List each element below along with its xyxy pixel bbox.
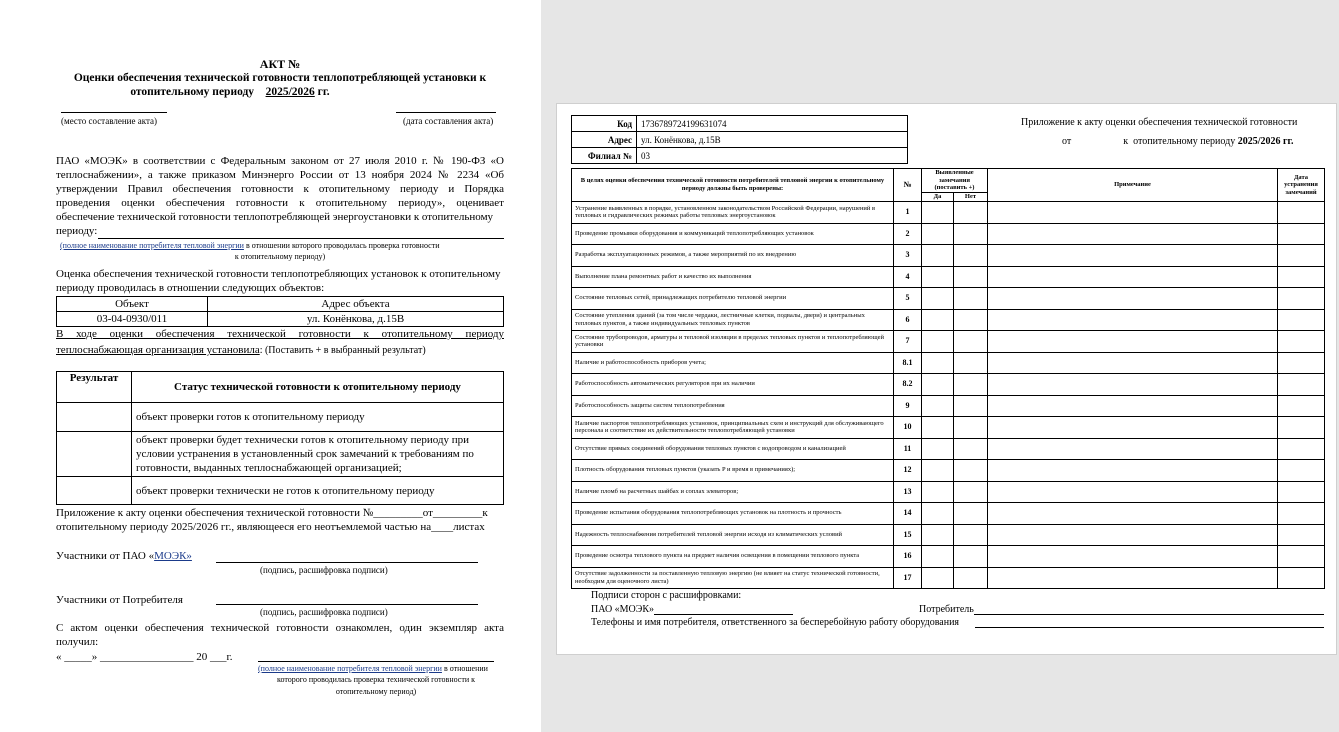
- check-text: Состояние утепления зданий (за том числе чердаки, лестничные клетки, подвалы, двери) и центральных тепловых пунктов, а также индивидуальных тепловых пунктов: [572, 309, 894, 330]
- date-cell[interactable]: [1278, 481, 1325, 502]
- sign-consumer-line: [974, 614, 1324, 615]
- check-text: Наличие и работоспособность приборов учета;: [572, 352, 894, 373]
- no-cell[interactable]: [954, 309, 988, 330]
- date-cell[interactable]: [1278, 352, 1325, 373]
- objects-header-object: Объект: [57, 297, 208, 312]
- check-num: 3: [894, 244, 922, 266]
- date-line: [396, 112, 496, 113]
- note-cell[interactable]: [988, 266, 1278, 287]
- note-cell[interactable]: [988, 244, 1278, 266]
- date-cell[interactable]: [1278, 438, 1325, 459]
- status-header: Статус технической готовности к отопительному периоду: [132, 372, 504, 403]
- note-cell[interactable]: [988, 502, 1278, 524]
- date-cell[interactable]: [1278, 287, 1325, 309]
- address-value: ул. Конёнкова, д.15В: [637, 132, 908, 148]
- objects-intro-2: периоду проводилась в отношении следующих объектов:: [56, 282, 325, 294]
- table-row: [572, 524, 1325, 545]
- status-text: объект проверки технически не готов к отопительному периоду: [132, 477, 504, 505]
- objects-table: [56, 296, 504, 327]
- sign-consumer-label: Потребитель: [919, 604, 974, 615]
- bottom-note: (полное наименование потребителя тепловой энергии в отношении: [258, 664, 488, 673]
- act-title: АКТ №: [259, 57, 301, 71]
- note-cell[interactable]: [988, 524, 1278, 545]
- participants-moek: Участники от ПАО «МОЭК»: [56, 550, 192, 562]
- phone-label: Телефоны и имя потребителя, ответственного за бесперебойную работу оборудования: [591, 617, 960, 628]
- check-num: 12: [894, 459, 922, 481]
- date-cell[interactable]: [1278, 524, 1325, 545]
- check-num: 11: [894, 438, 922, 459]
- table-row: [572, 373, 1325, 395]
- table-row: [572, 266, 1325, 287]
- check-num: 9: [894, 395, 922, 416]
- yes-cell[interactable]: [922, 524, 954, 545]
- check-text: Наличие паспортов теплопотребляющих установок, принципиальных схем и инструкций для обслуживающего персонала и соответствие их действительности теплопотребляющей установки: [572, 416, 894, 438]
- moek-signature-line: [216, 562, 478, 563]
- yes-cell[interactable]: [922, 567, 954, 588]
- yes-cell[interactable]: [922, 201, 954, 223]
- intro-line: теплоснабжении», а также приказом Минэнерго России от 13 ноября 2024 № 2234 «Об: [56, 169, 504, 181]
- sign-moek-line: [654, 614, 793, 615]
- table-row: [572, 223, 1325, 244]
- branch-value: 03: [637, 148, 908, 164]
- objects-header-address: Адрес объекта: [208, 297, 504, 312]
- note-cell[interactable]: [988, 459, 1278, 481]
- table-row: [572, 395, 1325, 416]
- table-row: [572, 287, 1325, 309]
- note-cell[interactable]: [988, 481, 1278, 502]
- sign-moek-label: ПАО «МОЭК»: [591, 604, 655, 615]
- bottom-note-2: которого проводилась проверка технической готовности к: [276, 675, 476, 684]
- date-cell[interactable]: [1278, 416, 1325, 438]
- table-row: [572, 201, 1325, 223]
- check-text: Наличие пломб на расчетных шайбах и соплах элеваторов;: [572, 481, 894, 502]
- act-subtitle-line1: Оценки обеспечения технической готовности теплопотребляющей установки к: [73, 72, 487, 84]
- table-row: [572, 545, 1325, 567]
- check-text: Работоспособность защиты систем теплопотребления: [572, 395, 894, 416]
- yes-cell[interactable]: [922, 223, 954, 244]
- bottom-note-3: отопительному период): [335, 687, 417, 696]
- ack-text-2: получил:: [56, 636, 99, 648]
- object-address: ул. Конёнкова, д.15В: [208, 312, 504, 327]
- check-num: 14: [894, 502, 922, 524]
- check-num: 10: [894, 416, 922, 438]
- yes-cell[interactable]: [922, 416, 954, 438]
- act-page: [0, 0, 541, 732]
- result-cell[interactable]: [57, 403, 132, 432]
- checklist-header-date: Дата устранения замечаний: [1278, 169, 1325, 202]
- checklist-header-no: Нет: [954, 192, 988, 201]
- date-cell[interactable]: [1278, 502, 1325, 524]
- yes-cell[interactable]: [922, 545, 954, 567]
- intro-line: утверждении Правил обеспечения готовности к отопительному периоду и Порядка: [56, 183, 504, 195]
- date-cell[interactable]: [1278, 567, 1325, 588]
- table-row: [57, 403, 504, 432]
- yes-cell[interactable]: [922, 373, 954, 395]
- check-num: 2: [894, 223, 922, 244]
- note-cell[interactable]: [988, 373, 1278, 395]
- object-code: 03-04-0930/011: [57, 312, 208, 327]
- table-row: [572, 309, 1325, 330]
- code-label: Код: [572, 116, 637, 132]
- no-cell[interactable]: [954, 502, 988, 524]
- no-cell[interactable]: [954, 373, 988, 395]
- check-text: Устранение выявленных в порядке, установленном законодательством Российской Федерации, нарушений в тепловых и гидравлических режимах работы тепловых энергоустановок: [572, 201, 894, 223]
- date-cell[interactable]: [1278, 244, 1325, 266]
- appendix-ref: Приложение к акту оценки обеспечения технической готовности №_________от_________к: [56, 507, 488, 519]
- date-cell[interactable]: [1278, 309, 1325, 330]
- yes-cell[interactable]: [922, 459, 954, 481]
- table-row: [572, 502, 1325, 524]
- no-cell[interactable]: [954, 459, 988, 481]
- ack-date: « _____» _________________ 20 ___г.: [56, 651, 233, 663]
- code-value: 1736789724199631074: [637, 116, 908, 132]
- date-cell[interactable]: [1278, 201, 1325, 223]
- finding-line2: теплоснабжающая организация установила: (Поставить + в выбранный результат): [56, 344, 426, 356]
- table-row: [572, 459, 1325, 481]
- note-cell[interactable]: [988, 567, 1278, 588]
- participants-consumer: Участники от Потребителя: [56, 594, 183, 606]
- yes-cell[interactable]: [922, 244, 954, 266]
- check-text: Проведение осмотра теплового пункта на предмет наличия освещения в помещении теплового пункта: [572, 545, 894, 567]
- note-cell[interactable]: [988, 416, 1278, 438]
- no-cell[interactable]: [954, 352, 988, 373]
- phone-line: [975, 627, 1324, 628]
- no-cell[interactable]: [954, 244, 988, 266]
- check-num: 4: [894, 266, 922, 287]
- no-cell[interactable]: [954, 567, 988, 588]
- table-row: [572, 567, 1325, 588]
- check-text: Работоспособность автоматических регуляторов при их наличии: [572, 373, 894, 395]
- check-num: 6: [894, 309, 922, 330]
- check-text: Отсутствие прямых соединений оборудования тепловых пунктов с водопроводом и канализацией: [572, 438, 894, 459]
- check-text: Состояние тепловых сетей, принадлежащих потребителю тепловой энергии: [572, 287, 894, 309]
- yes-cell[interactable]: [922, 287, 954, 309]
- yes-cell[interactable]: [922, 481, 954, 502]
- result-cell[interactable]: [57, 432, 132, 477]
- check-num: 13: [894, 481, 922, 502]
- no-cell[interactable]: [954, 287, 988, 309]
- date-cell[interactable]: [1278, 545, 1325, 567]
- check-num: 1: [894, 201, 922, 223]
- intro-line: ПАО «МОЭК» в соответствии с Федеральным законом от 27 июля 2010 г. № 190-ФЗ «О: [56, 155, 504, 167]
- date-cell[interactable]: [1278, 459, 1325, 481]
- no-cell[interactable]: [954, 481, 988, 502]
- check-text: Состояние трубопроводов, арматуры и тепловой изоляции в пределах тепловых пунктов и теплопотребляющей установки: [572, 330, 894, 352]
- check-num: 8.1: [894, 352, 922, 373]
- check-num: 7: [894, 330, 922, 352]
- place-line: [61, 112, 167, 113]
- date-cell[interactable]: [1278, 373, 1325, 395]
- yes-cell[interactable]: [922, 352, 954, 373]
- no-cell[interactable]: [954, 201, 988, 223]
- check-text: Плотность оборудования тепловых пунктов (указать P и время в примечаниях);: [572, 459, 894, 481]
- result-cell[interactable]: [57, 477, 132, 505]
- date-cell[interactable]: [1278, 266, 1325, 287]
- no-cell[interactable]: [954, 545, 988, 567]
- table-row: [57, 312, 504, 327]
- consumer-name-line: [258, 661, 494, 662]
- check-text: Проведение испытания оборудования теплопотребляющих установок на плотность и прочность: [572, 502, 894, 524]
- place-label: (место составление акта): [61, 116, 157, 126]
- consumer-note-line2: к отопительному периоду): [234, 252, 326, 261]
- appendix-info-table: [571, 115, 908, 164]
- date-cell[interactable]: [1278, 395, 1325, 416]
- no-cell[interactable]: [954, 266, 988, 287]
- signature-label: (подпись, расшифровка подписи): [260, 565, 388, 575]
- checklist-header-remarks: Выявленные замечания (поставить +): [922, 169, 988, 193]
- note-cell[interactable]: [988, 438, 1278, 459]
- table-row: [572, 244, 1325, 266]
- note-cell[interactable]: [988, 309, 1278, 330]
- no-cell[interactable]: [954, 395, 988, 416]
- act-subtitle-line2: отопительному периоду 2025/2026 гг.: [130, 86, 330, 98]
- appendix-ref-2: отопительному периоду 2025/2026 гг., являющееся его неотъемлемой частью на____листах: [56, 521, 485, 533]
- signature-label: (подпись, расшифровка подписи): [260, 607, 388, 617]
- note-cell[interactable]: [988, 352, 1278, 373]
- note-cell[interactable]: [988, 545, 1278, 567]
- signatures-title: Подписи сторон с расшифровками:: [591, 590, 742, 601]
- check-text: Надежность теплоснабжения потребителей тепловой энергии исходя из климатических условий: [572, 524, 894, 545]
- table-row: [572, 132, 908, 148]
- table-row: [572, 330, 1325, 352]
- branch-label: Филиал №: [572, 148, 637, 164]
- status-text: объект проверки готов к отопительному периоду: [132, 403, 504, 432]
- check-text: Разработка эксплуатационных режимов, а также мероприятий по их внедрению: [572, 244, 894, 266]
- intro-line: обеспечение технической готовности теплопотребляющей энергоустановки к отопительному: [56, 211, 494, 223]
- check-num: 15: [894, 524, 922, 545]
- table-row: [57, 432, 504, 477]
- ack-text: С актом оценки обеспечения технической готовности ознакомлен, один экземпляр акта: [56, 622, 504, 634]
- checklist-header-check: В целях оценки обеспечения технической готовности потребителей тепловой энергии к отопительному периоду должны быть проверены:: [572, 169, 894, 202]
- consumer-note: (полное наименование потребителя тепловой энергии в отношении которого проводилась проверка готовности: [60, 241, 440, 250]
- check-text: Выполнение плана ремонтных работ и качество их выполнения: [572, 266, 894, 287]
- consumer-line: [98, 238, 504, 239]
- address-label: Адрес: [572, 132, 637, 148]
- no-cell[interactable]: [954, 438, 988, 459]
- no-cell[interactable]: [954, 330, 988, 352]
- table-row: [57, 477, 504, 505]
- date-cell[interactable]: [1278, 223, 1325, 244]
- check-text: Проведение промывки оборудования и коммуникаций теплопотребляющих установок: [572, 223, 894, 244]
- table-row: [572, 148, 908, 164]
- check-num: 8.2: [894, 373, 922, 395]
- checklist-header-note: Примечание: [988, 169, 1278, 202]
- period-label: периоду:: [56, 225, 98, 237]
- checklist-header-yes: Да: [922, 192, 954, 201]
- note-cell[interactable]: [988, 223, 1278, 244]
- note-cell[interactable]: [988, 201, 1278, 223]
- yes-cell[interactable]: [922, 502, 954, 524]
- objects-intro: Оценка обеспечения технической готовности теплопотребляющих установок к отопительному: [56, 268, 501, 280]
- check-num: 5: [894, 287, 922, 309]
- result-header: Результат: [57, 372, 132, 403]
- table-row: [572, 416, 1325, 438]
- table-row: [572, 116, 908, 132]
- date-cell[interactable]: [1278, 330, 1325, 352]
- yes-cell[interactable]: [922, 330, 954, 352]
- intro-line: проведения оценки обеспечения готовности к отопительному периоду», оценивает: [56, 197, 504, 209]
- consumer-signature-line: [216, 604, 478, 605]
- no-cell[interactable]: [954, 524, 988, 545]
- appendix-title: Приложение к акту оценки обеспечения технической готовности: [1021, 117, 1298, 128]
- status-text: объект проверки будет технически готов к отопительному периоду при условии устранения в установленный срок замечаний к требованиям по готовности, выданных теплоснабжающей организацией;: [132, 432, 504, 477]
- yes-cell[interactable]: [922, 438, 954, 459]
- no-cell[interactable]: [954, 416, 988, 438]
- finding-line1: В ходе оценки обеспечения технической готовности к отопительному периоду: [56, 328, 504, 340]
- appendix-title-2: от к отопительному периоду 2025/2026 гг.: [1062, 136, 1294, 147]
- yes-cell[interactable]: [922, 309, 954, 330]
- note-cell[interactable]: [988, 395, 1278, 416]
- no-cell[interactable]: [954, 223, 988, 244]
- date-label: (дата составления акта): [403, 116, 494, 126]
- note-cell[interactable]: [988, 287, 1278, 309]
- table-row: [572, 352, 1325, 373]
- table-row: [572, 481, 1325, 502]
- yes-cell[interactable]: [922, 266, 954, 287]
- checklist-header-num: №: [894, 169, 922, 202]
- check-num: 17: [894, 567, 922, 588]
- yes-cell[interactable]: [922, 395, 954, 416]
- check-text: Отсутствие задолженности за поставленную тепловую энергию (не влияет на статус технической готовности, необходим для оценочного листа): [572, 567, 894, 588]
- table-row: [572, 438, 1325, 459]
- result-table: [56, 371, 504, 505]
- note-cell[interactable]: [988, 330, 1278, 352]
- check-num: 16: [894, 545, 922, 567]
- appendix-page: [556, 103, 1337, 655]
- checklist-table: [571, 168, 1325, 589]
